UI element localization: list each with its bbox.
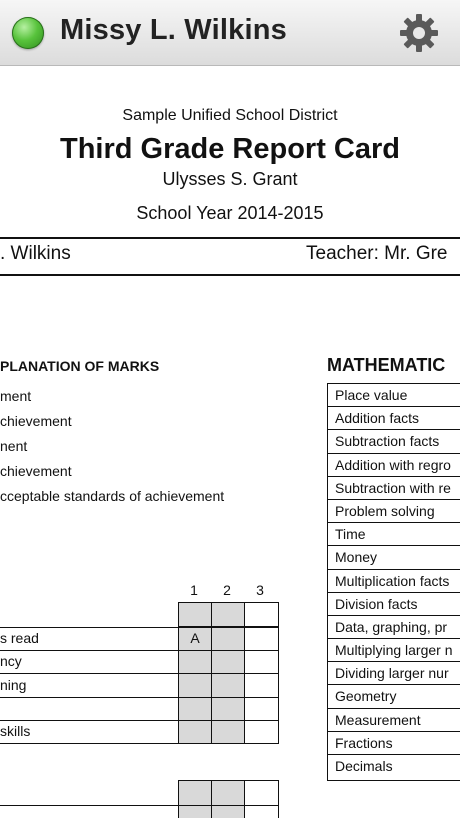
grade-cell[interactable] xyxy=(178,673,212,698)
grade-cell[interactable] xyxy=(211,627,245,651)
grid-header-cell xyxy=(244,780,279,806)
grade-cell[interactable] xyxy=(178,627,212,651)
math-item: Geometry xyxy=(328,685,460,708)
grade-cell[interactable] xyxy=(211,805,245,818)
divider-top xyxy=(0,237,460,239)
math-item: Money xyxy=(328,546,460,569)
row-line xyxy=(0,743,178,744)
gear-icon[interactable] xyxy=(398,12,440,54)
grid-header-cell xyxy=(244,602,279,627)
math-item: Measurement xyxy=(328,709,460,732)
grid-header-cell xyxy=(178,780,212,806)
math-item: Addition facts xyxy=(328,407,460,430)
grading-period-header: 1 xyxy=(190,582,198,598)
mathematics-table xyxy=(327,383,460,781)
row-line xyxy=(0,697,178,698)
district-name: Sample Unified School District xyxy=(122,107,338,124)
mark-explanation-line: ment xyxy=(0,388,32,404)
math-item: Decimals xyxy=(335,758,393,774)
grid-row-label: ning xyxy=(0,677,27,693)
teacher-name: Teacher: Mr. Gre xyxy=(306,243,448,264)
grid-row-label: skills xyxy=(0,723,31,739)
grade-cell[interactable] xyxy=(244,805,279,818)
grade-cell[interactable] xyxy=(178,805,212,818)
row-line xyxy=(0,720,178,721)
school-year: School Year 2014-2015 xyxy=(136,203,324,223)
grade-cell[interactable] xyxy=(244,627,279,651)
row-line xyxy=(0,627,178,628)
math-item: Addition with regro xyxy=(328,454,460,477)
school-name: Ulysses S. Grant xyxy=(162,169,298,189)
row-line xyxy=(0,673,178,674)
grade-cell[interactable] xyxy=(178,650,212,674)
mark-explanation-line: cceptable standards of achievement xyxy=(0,488,225,504)
grade-cell[interactable] xyxy=(244,697,279,721)
math-item: Division facts xyxy=(328,593,460,616)
math-item: Dividing larger nur xyxy=(328,662,460,685)
top-bar xyxy=(0,0,460,66)
grading-period-header: 2 xyxy=(223,582,231,598)
math-item: Subtraction with re xyxy=(328,477,460,500)
grade-cell[interactable] xyxy=(211,720,245,744)
student-name: . Wilkins xyxy=(0,243,71,264)
grade-cell[interactable] xyxy=(244,650,279,674)
grade-mark: A xyxy=(190,630,200,646)
marks-explanation-title: PLANATION OF MARKS xyxy=(0,358,160,374)
mark-explanation-line: chievement xyxy=(0,463,72,479)
mathematics-title: MATHEMATIC xyxy=(327,355,446,375)
divider-bottom xyxy=(0,274,460,276)
math-item: Subtraction facts xyxy=(328,430,460,453)
grade-cell[interactable] xyxy=(211,650,245,674)
math-item: Multiplication facts xyxy=(328,570,460,593)
grade-cell[interactable] xyxy=(178,697,212,721)
grid-header-cell xyxy=(178,602,212,627)
row-line xyxy=(0,805,178,806)
math-item: Data, graphing, pr xyxy=(328,616,460,639)
student-title: Missy L. Wilkins xyxy=(60,14,287,46)
mark-explanation-line: nent xyxy=(0,438,28,454)
row-line xyxy=(0,650,178,651)
grade-cell[interactable] xyxy=(211,673,245,698)
math-item: Problem solving xyxy=(328,500,460,523)
grade-cell[interactable] xyxy=(211,697,245,721)
grid-row-label: ncy xyxy=(0,653,22,669)
grid-header-cell xyxy=(211,602,245,627)
math-item: Fractions xyxy=(328,732,460,755)
grade-cell[interactable] xyxy=(244,720,279,744)
grade-cell[interactable] xyxy=(178,720,212,744)
math-item: Time xyxy=(328,523,460,546)
mark-explanation-line: chievement xyxy=(0,413,72,429)
grid-row-label: s read xyxy=(0,630,39,646)
grid-header-cell xyxy=(211,780,245,806)
math-item: Place value xyxy=(328,384,460,407)
math-item: Multiplying larger n xyxy=(328,639,460,662)
grading-period-header: 3 xyxy=(256,582,264,598)
status-dot-icon xyxy=(12,17,44,49)
grade-cell[interactable] xyxy=(244,673,279,698)
report-card-title: Third Grade Report Card xyxy=(60,133,400,165)
